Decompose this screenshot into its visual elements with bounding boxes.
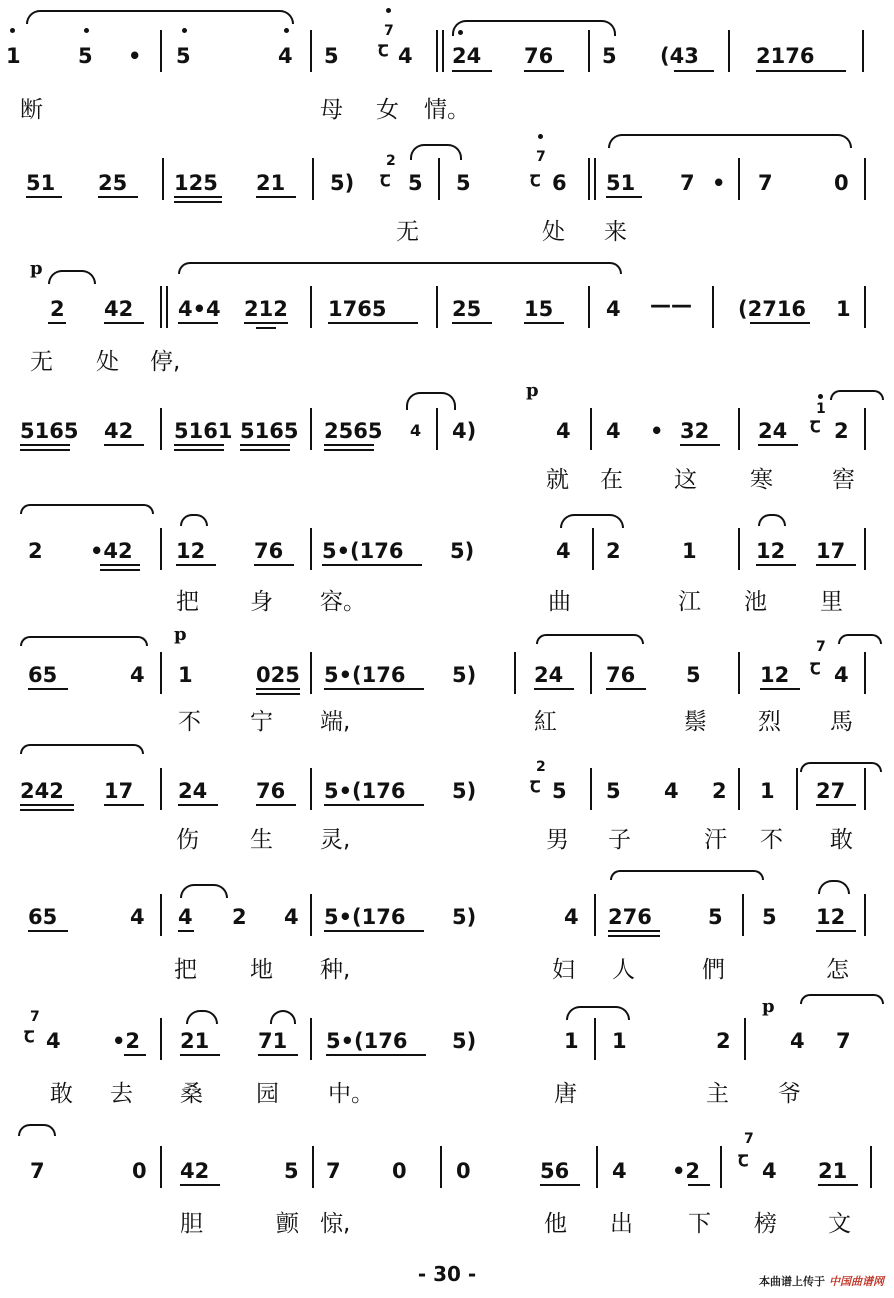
note: 5•(176 [322,539,404,563]
lyric: 容。 [320,589,366,615]
note: 5•(176 [324,663,406,687]
system-3 [0,258,894,388]
note: 1 [760,779,775,803]
lyric: 伤 [176,827,199,853]
grace-mark: ꞇ [530,773,541,797]
lyric: 中。 [328,1081,374,1107]
note: 4 [278,44,293,68]
note: • [712,171,726,195]
lyric: 灵, [320,827,351,853]
note: 4 [556,539,571,563]
note: 17 [816,539,846,563]
note: 7 [836,1029,851,1053]
note: 32 [680,419,710,443]
lyric: 端, [320,709,351,735]
grace-note: 2 [386,153,396,169]
lyric: 女 [376,97,399,123]
system-2 [0,130,894,260]
note: (2716 [738,297,807,321]
note: 24 [758,419,788,443]
note: —— [650,293,692,317]
lyric: 把 [174,957,197,983]
note: 7 [758,171,773,195]
note: 1 [178,663,193,687]
note: 0 [132,1159,147,1183]
note: 5 [762,905,777,929]
note: 4) [452,419,477,443]
grace-note: 7 [536,149,546,165]
note: 7 [680,171,695,195]
lyric: 无 [396,219,419,245]
note: 25 [452,297,482,321]
note: •2 [112,1029,141,1053]
note: 5 [284,1159,299,1183]
dynamic-mark: p [762,996,775,1017]
note: 212 [244,297,288,321]
note: 5165 [240,419,299,443]
note: 21 [818,1159,848,1183]
note: 76 [254,539,284,563]
note: 5 [602,44,617,68]
note: 65 [28,663,58,687]
note: 5 [552,779,567,803]
note: 4 [410,421,422,440]
note: 12 [760,663,790,687]
note: 0 [834,171,849,195]
note: •2 [672,1159,701,1183]
grace-mark: ꞇ [530,167,541,191]
lyric: 鬃 [684,709,707,735]
system-10 [0,1116,894,1246]
lyric: 处 [542,219,565,245]
note: 5) [452,663,477,687]
note: 1 [682,539,697,563]
lyric: 颤 [276,1211,299,1237]
lyric: 停, [150,349,181,375]
system-5 [0,500,894,630]
note: 24 [452,44,482,68]
note: 4 [762,1159,777,1183]
note: 4 [834,663,849,687]
grace-note: 7 [384,23,394,39]
lyric: 身 [250,589,273,615]
note: 21 [180,1029,210,1053]
note: 5) [452,779,477,803]
note: 2 [28,539,43,563]
note: 4 [606,297,621,321]
note: 51 [606,171,636,195]
lyric: 胆 [180,1211,203,1237]
note: 4 [178,905,193,929]
note: 242 [20,779,64,803]
page-number: - 30 - [417,1262,477,1286]
note: 5 [324,44,339,68]
grace-mark: ꞇ [810,413,821,437]
lyric: 断 [20,97,43,123]
note: 5 [708,905,723,929]
grace-mark: ꞇ [810,655,821,679]
lyric: 主 [706,1081,729,1107]
note: 4 [130,663,145,687]
note: 2 [606,539,621,563]
note: 71 [258,1029,288,1053]
note: 27 [816,779,846,803]
lyric: 地 [250,957,273,983]
lyric: 无 [30,349,53,375]
lyric: 就 [546,467,569,493]
note: 42 [180,1159,210,1183]
dynamic-mark: p [174,624,187,645]
lyric: 桑 [180,1081,203,1107]
lyric: 敢 [830,827,853,853]
note: 42 [104,419,134,443]
note: 51 [26,171,56,195]
note: 5•(176 [326,1029,408,1053]
note: 5165 [20,419,79,443]
dynamic-mark: p [30,258,43,279]
note: 5•(176 [324,779,406,803]
lyric: 种, [320,957,351,983]
note: 2 [716,1029,731,1053]
note: 2176 [756,44,815,68]
lyric: 人 [612,957,635,983]
grace-mark: ꞇ [378,37,389,61]
note: 4 [612,1159,627,1183]
note: 5 [606,779,621,803]
note: 12 [756,539,786,563]
note: 5 [456,171,471,195]
note: 17 [104,779,134,803]
note: 025 [256,663,300,687]
note: 12 [176,539,206,563]
note: 76 [256,779,286,803]
note: 0 [392,1159,407,1183]
note: 1 [6,44,21,68]
lyric: 情。 [424,97,470,123]
note: 0 [456,1159,471,1183]
system-6 [0,624,894,754]
lyric: 处 [96,349,119,375]
note: 4 [664,779,679,803]
grace-note: 7 [816,639,826,655]
system-1 [0,0,894,125]
note: 4•4 [178,297,221,321]
lyric: 池 [744,589,767,615]
lyric: 爷 [778,1081,801,1107]
note: 2 [834,419,849,443]
lyric: 江 [678,589,701,615]
note: 15 [524,297,554,321]
system-4 [0,380,894,510]
lyric: 榜 [754,1211,777,1237]
lyric: 們 [702,957,725,983]
lyric: 馬 [830,709,853,735]
note: 4 [790,1029,805,1053]
note: 5 [176,44,191,68]
lyric: 把 [176,589,199,615]
note: 12 [816,905,846,929]
note: 4 [130,905,145,929]
note: 1 [564,1029,579,1053]
note: 4 [606,419,621,443]
lyric: 园 [256,1081,279,1107]
note: •42 [90,539,133,563]
note: 125 [174,171,218,195]
note: 4 [46,1029,61,1053]
grace-mark: ꞇ [738,1147,749,1171]
note: 65 [28,905,58,929]
note: 56 [540,1159,570,1183]
note: 5) [450,539,475,563]
lyric: 母 [320,97,343,123]
note: 7 [30,1159,45,1183]
grace-mark: ꞇ [24,1023,35,1047]
lyric: 寒 [750,467,773,493]
note: 42 [104,297,134,321]
note: 4 [556,419,571,443]
grace-note: 1 [816,401,826,417]
lyric: 里 [820,589,843,615]
note: • [128,44,142,68]
lyric: 下 [688,1211,711,1237]
lyric: 不 [178,709,201,735]
lyric: 怎 [826,957,849,983]
note: 5•(176 [324,905,406,929]
note: 5) [330,171,355,195]
footer-credit [759,1273,884,1289]
note: 2 [232,905,247,929]
lyric: 文 [828,1211,851,1237]
note: 5 [686,663,701,687]
note: 1 [612,1029,627,1053]
note: 2 [712,779,727,803]
note: 5 [78,44,93,68]
note: 7 [326,1159,341,1183]
lyric: 宁 [250,709,273,735]
lyric: 在 [600,467,623,493]
grace-mark: ꞇ [380,167,391,191]
system-9 [0,990,894,1120]
lyric: 出 [610,1211,633,1237]
note: 25 [98,171,128,195]
lyric: 烈 [758,709,781,735]
system-8 [0,866,894,996]
system-7 [0,740,894,870]
lyric: 曲 [548,589,571,615]
lyric: 惊, [320,1211,351,1237]
lyric: 敢 [50,1081,73,1107]
note: 276 [608,905,652,929]
note: (43 [660,44,699,68]
lyric: 他 [544,1211,567,1237]
lyric: 子 [608,827,631,853]
lyric: 妇 [552,957,575,983]
grace-note: 7 [30,1009,40,1025]
note: 76 [524,44,554,68]
note: 5161 [174,419,233,443]
note: 4 [284,905,299,929]
lyric: 来 [604,219,627,245]
note: 76 [606,663,636,687]
lyric: 不 [760,827,783,853]
lyric: 这 [674,467,697,493]
dynamic-mark: p [526,380,539,401]
lyric: 生 [250,827,273,853]
note: 2 [50,297,65,321]
note: 1 [836,297,851,321]
note: 24 [534,663,564,687]
note: 21 [256,171,286,195]
note: 1765 [328,297,387,321]
note: 4 [564,905,579,929]
upload-note: 本曲谱上传于 [759,1275,825,1288]
lyric: 汗 [704,827,727,853]
note: 2565 [324,419,383,443]
note: 24 [178,779,208,803]
note: 5) [452,905,477,929]
lyric: 紅 [534,709,557,735]
lyric: 去 [110,1081,133,1107]
lyric: 唐 [554,1081,577,1107]
grace-note: 7 [744,1131,754,1147]
note: 5 [408,171,423,195]
note: 4 [398,44,413,68]
lyric: 男 [546,827,569,853]
lyric: 窖 [832,467,855,493]
note: • [650,419,664,443]
site-logo: 中国曲谱网 [829,1275,884,1288]
note: 5) [452,1029,477,1053]
note: 6 [552,171,567,195]
grace-note: 2 [536,759,546,775]
